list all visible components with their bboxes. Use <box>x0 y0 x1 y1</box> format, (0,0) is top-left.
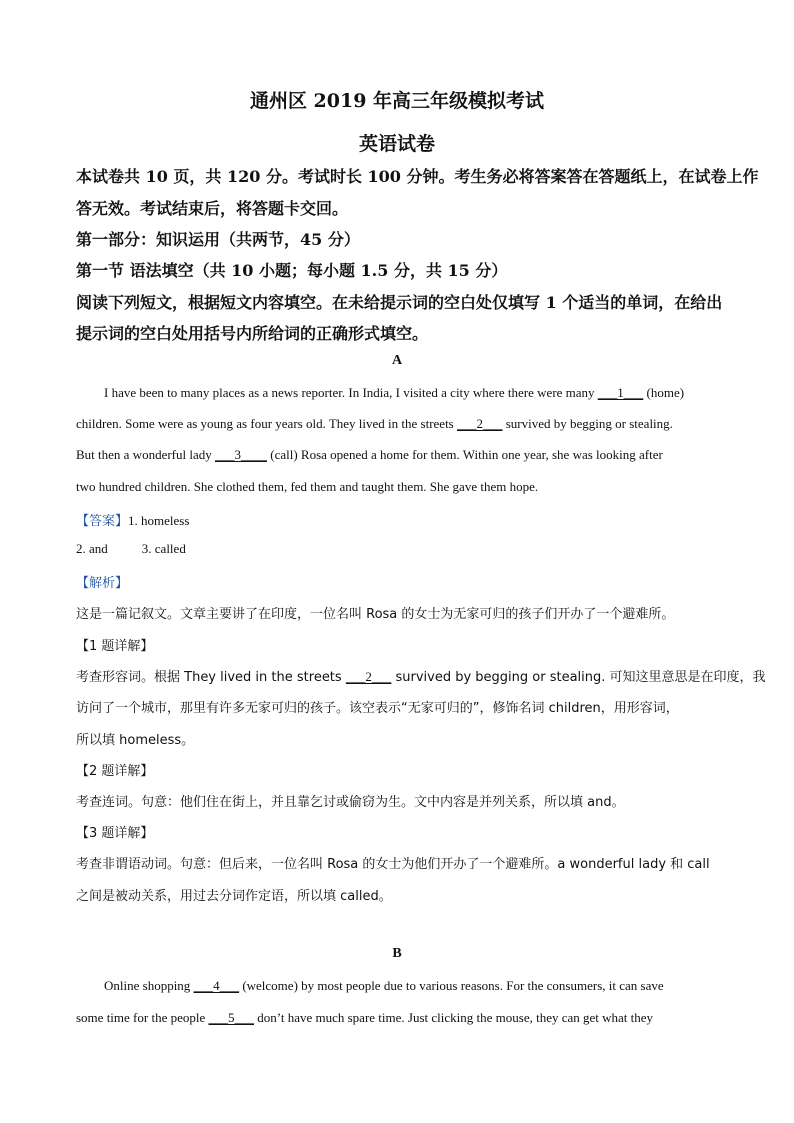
q2-detail-label: 【2 题详解】 <box>76 764 154 779</box>
passage-a-text: I have been to many places as a news reporter. In India, I visited a city where there were many <box>104 385 598 400</box>
answer-1: 1. homeless <box>128 513 190 528</box>
instruction-line-1: 阅读下列短文，根据短文内容填空。在未给提示词的空白处仅填写 1 个适当的单词，在给出 <box>76 293 723 312</box>
q3-detail-line-1: 考查非谓语动词。句意：但后来，一位名叫 Rosa 的女士为他们开办了一个避难所。a wonderful lady 和 call <box>76 857 710 872</box>
passage-a-text: (home) <box>643 385 685 400</box>
q1-detail-line-3: 所以填 homeless。 <box>76 733 195 748</box>
passage-a-text: (call) Rosa opened a home for them. Within one year, she was looking after <box>267 447 663 462</box>
blank-5: ___5___ <box>208 1010 254 1025</box>
passage-a-heading: A <box>391 353 403 368</box>
analysis-label: 【解析】 <box>76 576 129 591</box>
q1-detail-label: 【1 题详解】 <box>76 639 154 654</box>
blank-3: ___3____ <box>215 447 267 462</box>
passage-b-text: (welcome) by most people due to various reasons. For the consumers, it can save <box>239 978 664 993</box>
intro-line-1: 本试卷共 10 页，共 120 分。考试时长 100 分钟。考生务必将答案答在答题纸上，在试卷上作 <box>76 167 759 186</box>
q1-detail-text: 考查形容词。根据 They lived in the streets <box>76 670 346 685</box>
q2-detail-line-1: 考查连词。句意：他们住在街上，并且靠乞讨或偷窃为生。文中内容是并列关系，所以填 and。 <box>76 795 625 810</box>
answer-2: 2. and <box>76 541 108 556</box>
passage-b-line-2 <box>76 1010 736 1026</box>
passage-a-text: children. Some were as young as four years old. They lived in the streets <box>76 416 457 431</box>
instruction-line-2: 提示词的空白处用括号内所给词的正确形式填空。 <box>76 324 429 343</box>
passage-a-text: But then a wonderful lady <box>76 447 215 462</box>
passage-b-heading: B <box>392 946 402 961</box>
q1-detail-line-1 <box>76 666 766 685</box>
answer-line-2 <box>76 541 736 557</box>
passage-a-line-3 <box>76 447 736 463</box>
answer-3: 3. called <box>141 541 186 556</box>
blank-1: ___1___ <box>597 385 644 400</box>
passage-b-line-1 <box>104 978 744 994</box>
q3-detail-line-2: 之间是被动关系，用过去分词作定语，所以填 called。 <box>76 889 392 904</box>
passage-b-text: don’t have much spare time. Just clicking the mouse, they can get what they <box>254 1010 654 1025</box>
q1-detail-blank: ___2___ <box>345 669 392 684</box>
passage-a-line-1 <box>104 385 744 401</box>
passage-b-text: some time for the people <box>76 1010 209 1025</box>
section-one-heading: 第一节 语法填空（共 10 小题；每小题 1.5 分，共 15 分） <box>76 261 508 280</box>
q1-detail-line-2: 访问了一个城市，那里有许多无家可归的孩子。该空表示“无家可归的”，修饰名词 children，用形容词， <box>76 701 679 716</box>
exam-title: 通州区 2019 年高三年级模拟考试 <box>249 90 545 112</box>
blank-2: ___2___ <box>457 416 503 431</box>
answer-line-1 <box>76 510 736 529</box>
q3-detail-label: 【3 题详解】 <box>76 826 154 841</box>
exam-subtitle: 英语试卷 <box>358 133 435 155</box>
blank-4: ___4___ <box>193 978 240 993</box>
q1-detail-text: survived by begging or stealing. 可知这里意思是在印度，我 <box>391 670 766 685</box>
passage-a-line-4: two hundred children. She clothed them, fed them and taught them. She gave them hope. <box>76 479 539 494</box>
passage-a-line-2 <box>76 416 736 432</box>
passage-b-text: Online shopping <box>104 978 194 993</box>
analysis-summary: 这是一篇记叙文。文章主要讲了在印度，一位名叫 Rosa 的女士为无家可归的孩子们开办了一个避难所。 <box>76 607 675 622</box>
answer-label: 【答案】 <box>76 514 129 529</box>
part-one-heading: 第一部分：知识运用（共两节，45 分） <box>76 230 360 249</box>
intro-line-2: 答无效。考试结束后，将答题卡交回。 <box>76 199 349 218</box>
passage-a-text: survived by begging or stealing. <box>502 416 673 431</box>
